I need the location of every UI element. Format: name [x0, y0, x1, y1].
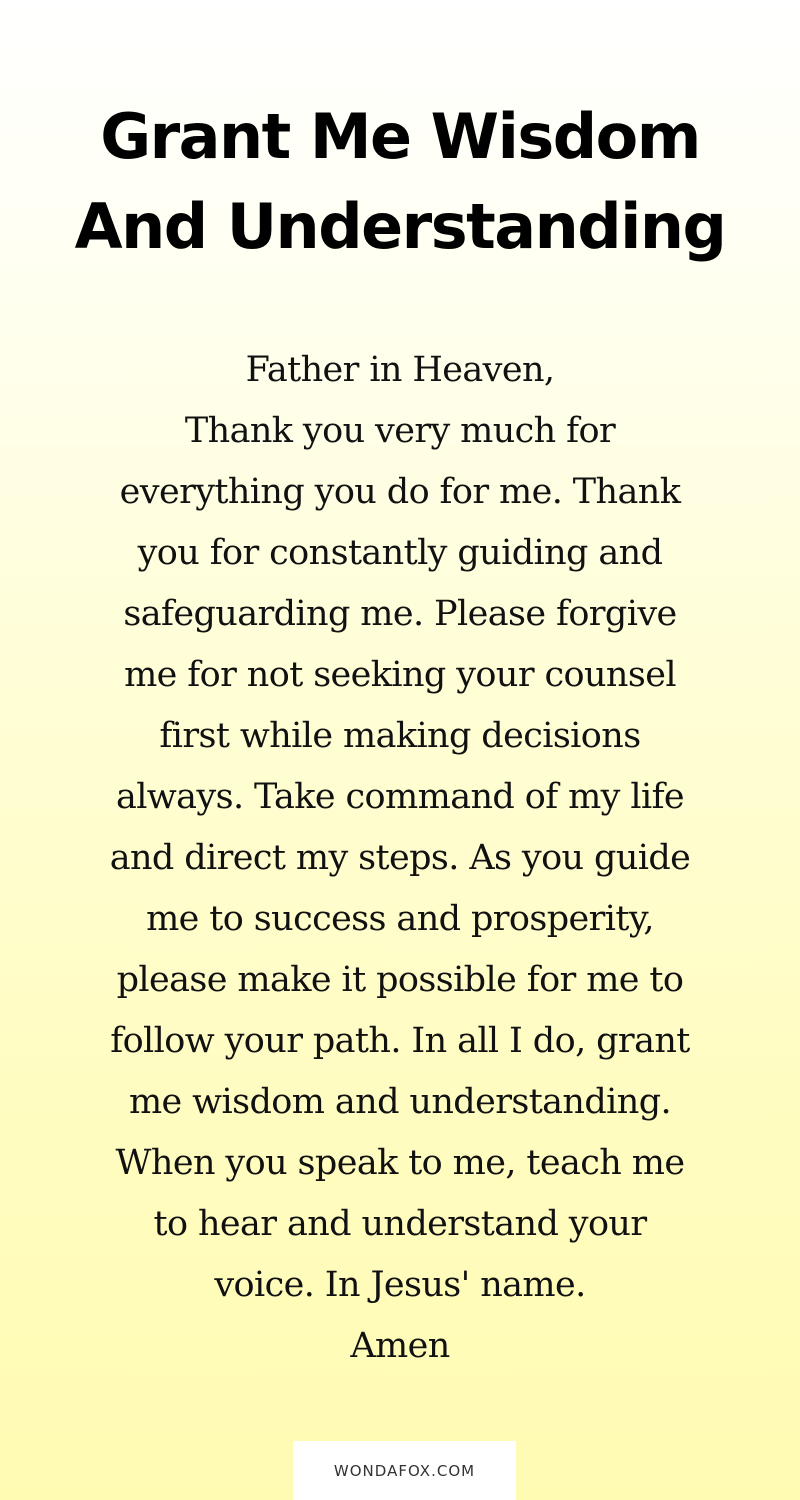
- prayer-line: me for not seeking your counsel: [124, 655, 676, 695]
- page-title: [0, 92, 800, 272]
- footer-site-badge: [293, 1441, 516, 1500]
- prayer-line: to hear and understand your: [153, 1204, 647, 1244]
- title-line: Grant Me Wisdom: [100, 100, 700, 173]
- prayer-line: Father in Heaven,: [245, 350, 555, 390]
- prayer-text: [40, 340, 760, 1377]
- prayer-line: everything you do for me. Thank: [119, 472, 681, 512]
- prayer-line: voice. In Jesus' name.: [214, 1265, 586, 1305]
- prayer-line: safeguarding me. Please forgive: [123, 594, 677, 634]
- prayer-line: please make it possible for me to: [116, 960, 684, 1000]
- prayer-line: first while making decisions: [159, 716, 641, 756]
- prayer-line: me to success and prosperity,: [146, 899, 654, 939]
- prayer-line: you for constantly guiding and: [137, 533, 663, 573]
- prayer-line: me wisdom and understanding.: [128, 1082, 672, 1122]
- title-line: And Understanding: [74, 190, 726, 263]
- prayer-closing: Amen: [350, 1326, 450, 1366]
- prayer-line: and direct my steps. As you guide: [109, 838, 691, 878]
- prayer-line: Thank you very much for: [184, 411, 616, 451]
- prayer-line: always. Take command of my life: [115, 777, 685, 817]
- prayer-line: When you speak to me, teach me: [115, 1143, 685, 1183]
- footer-site-label: WONDAFOX.COM: [333, 1461, 476, 1480]
- prayer-line: follow your path. In all I do, grant: [110, 1021, 690, 1061]
